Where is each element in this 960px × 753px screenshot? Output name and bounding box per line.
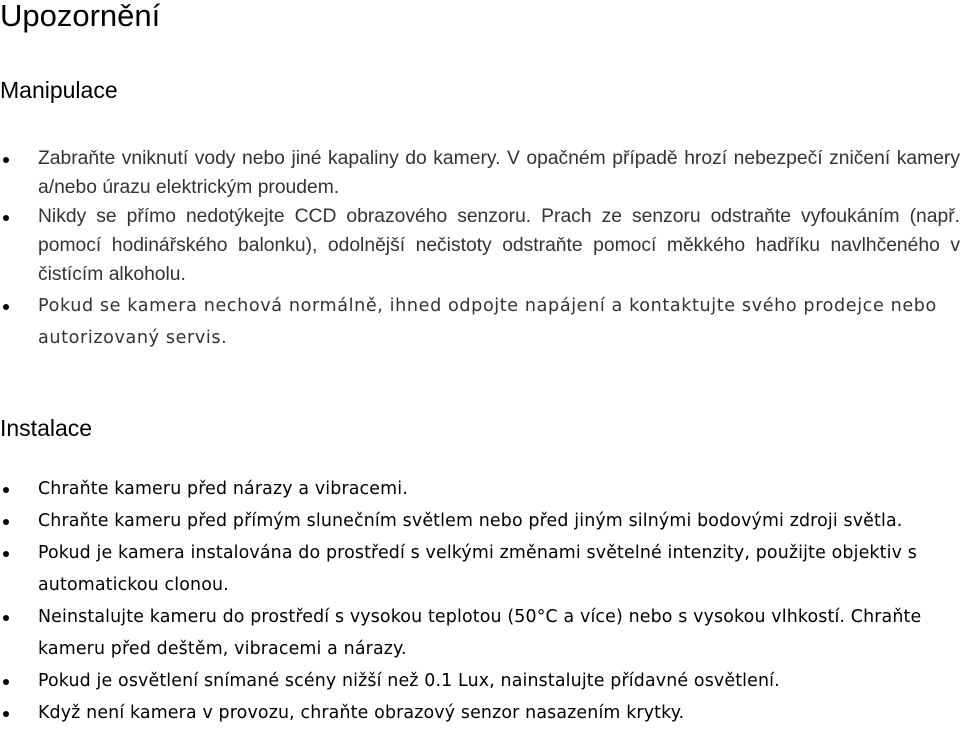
list-item: Pokud se kamera nechová normálně, ihned odpojte napájení a kontaktujte svého prodejce nebo autorizovaný servis. bbox=[0, 290, 960, 354]
section-heading-manipulace: Manipulace bbox=[0, 77, 118, 103]
list-item: Chraňte kameru před nárazy a vibracemi. bbox=[0, 473, 960, 505]
instalace-list bbox=[0, 473, 960, 729]
list-item: Pokud je osvětlení snímané scény nižší než 0.1 Lux, nainstalujte přídavné osvětlení. bbox=[0, 665, 960, 697]
section-heading-instalace: Instalace bbox=[0, 415, 93, 441]
list-item: Chraňte kameru před přímým slunečním světlem nebo před jiným silnými bodovými zdroji světla. bbox=[0, 505, 960, 537]
manipulace-list bbox=[0, 144, 960, 354]
list-item: Nikdy se přímo nedotýkejte CCD obrazového senzoru. Prach ze senzoru odstraňte vyfoukáním (např. pomocí hodinářského balonku), odolnější nečistoty odstraňte pomocí měkkého hadříku navlhčeného v čistícím alkoholu. bbox=[0, 202, 960, 289]
list-item: Když není kamera v provozu, chraňte obrazový senzor nasazením krytky. bbox=[0, 697, 960, 729]
list-item: Pokud je kamera instalována do prostředí s velkými změnami světelné intenzity, použijte objektiv s automatickou clonou. bbox=[0, 537, 960, 601]
list-item: Zabraňte vniknutí vody nebo jiné kapaliny do kamery. V opačném případě hrozí nebezpečí zničení kamery a/nebo úrazu elektrickým proudem. bbox=[0, 144, 960, 202]
list-item: Neinstalujte kameru do prostředí s vysokou teplotou (50°C a více) nebo s vysokou vlhkostí. Chraňte kameru před deštěm, vibracemi a nárazy. bbox=[0, 601, 960, 665]
page-title: Upozornění bbox=[0, 0, 161, 33]
